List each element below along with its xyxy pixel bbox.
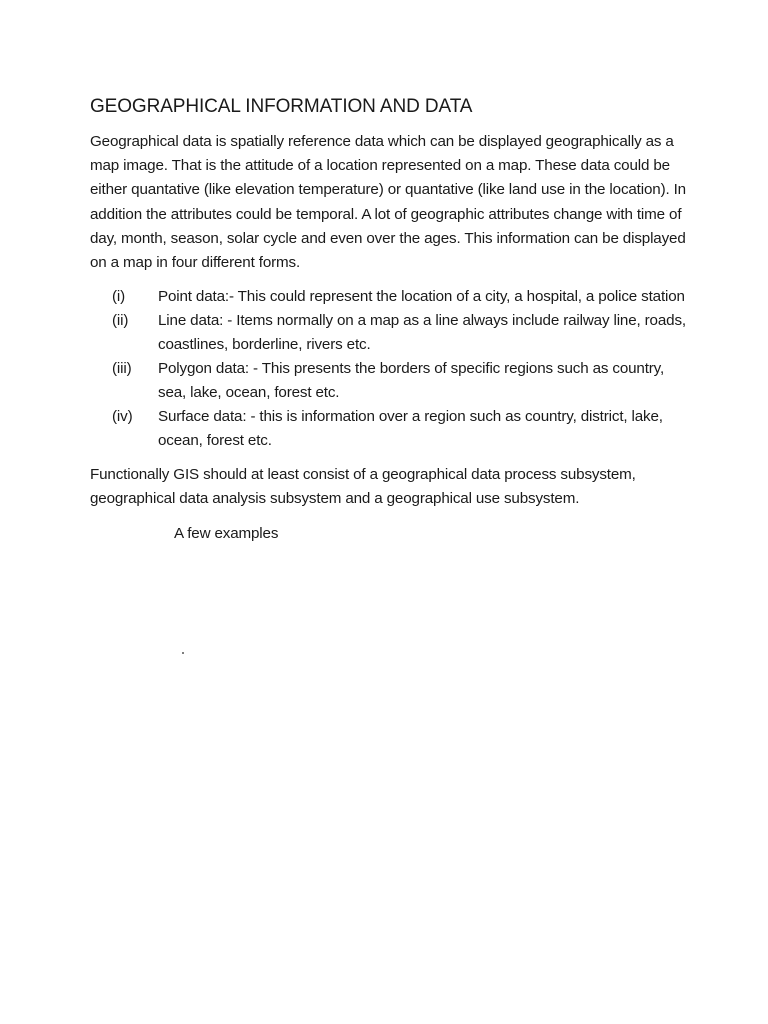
list-marker: (iii) [112,360,132,378]
list-item-text: Point data:- This could represent the location of a city, a hospital, a police station [158,288,685,306]
list-item-text: Polygon data: - This presents the borders of specific regions such as country, sea, lake, ocean, forest etc. [158,360,665,402]
list-marker: (iv) [112,408,133,426]
list-item [90,357,690,405]
document-title: GEOGRAPHICAL INFORMATION AND DATA [90,96,473,117]
list-marker: (ii) [112,312,129,330]
list-item [90,309,690,357]
list-marker: (i) [112,288,126,306]
document-body [90,94,690,546]
list-item-text: Line data: - Items normally on a map as a line always include railway line, roads, coastlines, borderline, rivers etc. [158,312,686,354]
conclusion-paragraph: Functionally GIS should at least consist of a geographical data process subsystem, geographical data analysis subsystem and a geographical use subsystem. [90,466,636,508]
examples-heading: A few examples [174,524,279,542]
list-item [90,285,690,309]
list-item [90,405,690,453]
stray-dot [182,652,184,654]
data-forms-list [90,285,690,453]
list-item-text: Surface data: - this is information over a region such as country, district, lake, ocean, forest etc. [158,408,663,450]
intro-paragraph: Geographical data is spatially reference data which can be displayed geographically as a map image. That is the attitude of a location represented on a map. These data could be either quantative (like elevation temperature) or quantative (like land use in the location). In addition the attributes could be temporal. A lot of geographic attributes change with time of day, month, season, solar cycle and even over the ages. This information can be displayed on a map in four different forms. [90,133,686,272]
